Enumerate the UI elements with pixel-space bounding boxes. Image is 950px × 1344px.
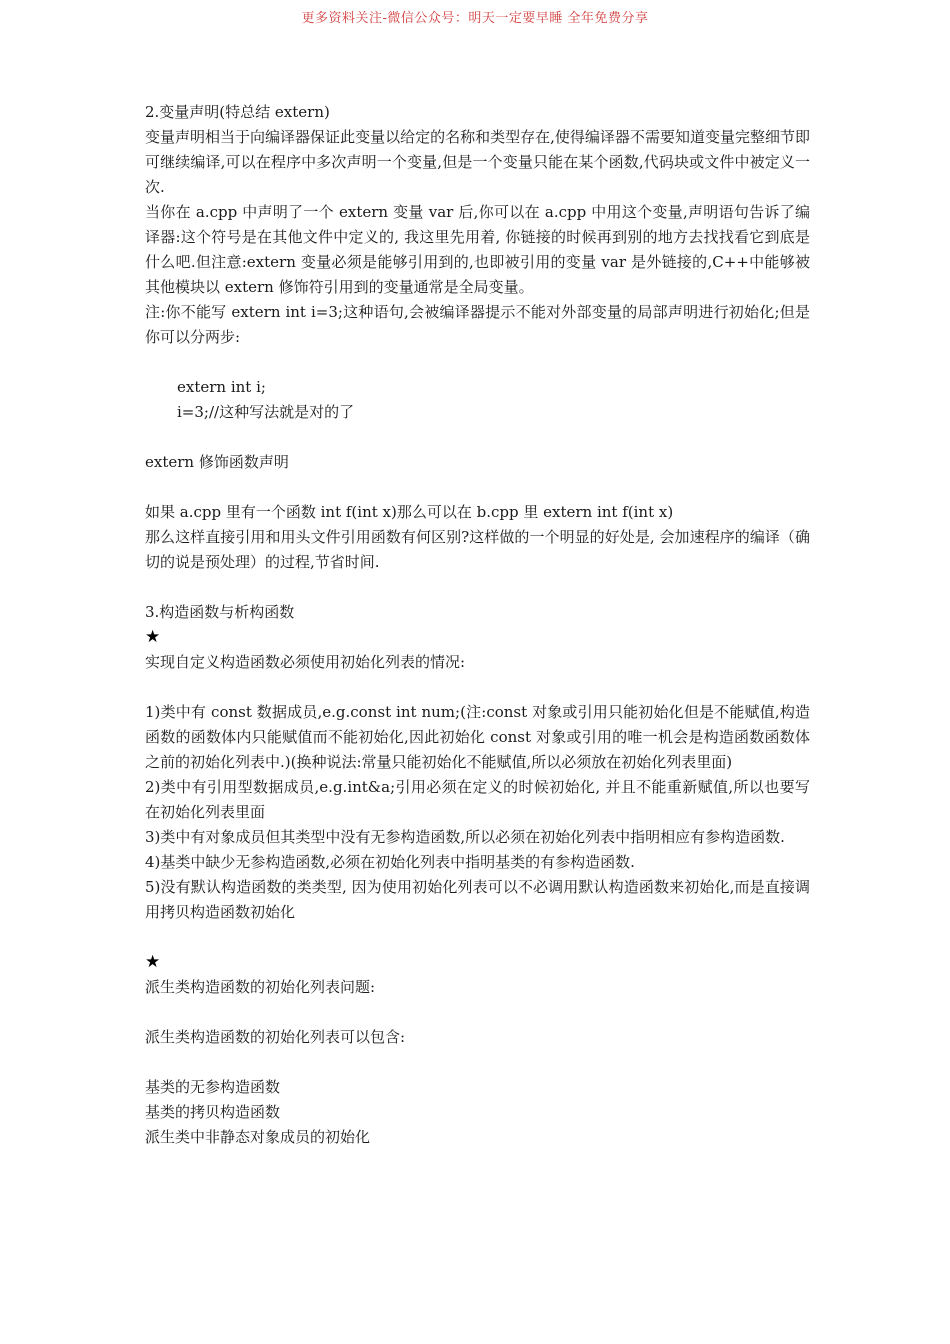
code-line-2: i=3;//这种写法就是对的了 — [177, 403, 355, 421]
section-2-heading: 2.变量声明(特总结 extern) — [145, 103, 330, 121]
section-3-heading: 3.构造函数与析构函数 — [145, 603, 295, 621]
derived-list-item-2: 基类的拷贝构造函数 — [145, 1103, 281, 1121]
spacer — [145, 475, 810, 500]
spacer — [145, 675, 810, 700]
init-list-intro: 实现自定义构造函数必须使用初始化列表的情况: — [145, 653, 466, 671]
spacer — [145, 1000, 810, 1025]
paragraph-extern-function-example: 如果 a.cpp 里有一个函数 int f(int x)那么可以在 b.cpp 里 extern int f(int x) — [145, 503, 674, 521]
derived-init-intro: 派生类构造函数的初始化列表可以包含: — [145, 1028, 406, 1046]
paragraph-declaration-intro: 变量声明相当于向编译器保证此变量以给定的名称和类型存在,使得编译器不需要知道变量完整细节即可继续编译,可以在程序中多次声明一个变量,但是一个变量只能在某个函数,代码块或文件中被定义一次. — [145, 128, 810, 196]
derived-list-item-1: 基类的无参构造函数 — [145, 1078, 281, 1096]
code-line-1: extern int i; — [177, 378, 266, 396]
extern-function-title: extern 修饰函数声明 — [145, 453, 289, 471]
paragraph-extern-usage: 当你在 a.cpp 中声明了一个 extern 变量 var 后,你可以在 a.cpp 中用这个变量,声明语句告诉了编译器:这个符号是在其他文件中定义的, 我这里先用着, 你链接的时候再到别的地方去找找看它到底是什么吧.但注意:extern 变量必须是能够引用到的,也即被引用的变量 var 是外链接的,C++中能够被其他模块以 extern 修饰符引用到的变量通常是全局变量。 — [145, 203, 810, 296]
star-icon: ★ — [145, 952, 161, 972]
spacer — [145, 350, 810, 375]
header-banner: 更多资料关注-微信公众号：明天一定要早睡 全年免费分享 — [301, 11, 649, 26]
init-list-item-4: 4)基类中缺少无参构造函数,必须在初始化列表中指明基类的有参构造函数. — [145, 853, 635, 871]
spacer — [145, 425, 810, 450]
derived-init-title: 派生类构造函数的初始化列表问题: — [145, 978, 376, 996]
paragraph-extern-function-benefit: 那么这样直接引用和用头文件引用函数有何区别?这样做的一个明显的好处是, 会加速程序的编译（确切的说是预处理）的过程,节省时间. — [145, 528, 810, 571]
spacer — [145, 1050, 810, 1075]
derived-list-item-3: 派生类中非静态对象成员的初始化 — [145, 1128, 371, 1146]
star-icon: ★ — [145, 627, 161, 647]
init-list-item-2: 2)类中有引用型数据成员,e.g.int&a;引用必须在定义的时候初始化, 并且不能重新赋值,所以也要写在初始化列表里面 — [145, 778, 810, 821]
init-list-item-5: 5)没有默认构造函数的类类型, 因为使用初始化列表可以不必调用默认构造函数来初始化,而是直接调用拷贝构造函数初始化 — [145, 878, 810, 921]
paragraph-extern-note: 注:你不能写 extern int i=3;这种语句,会被编译器提示不能对外部变量的局部声明进行初始化;但是你可以分两步: — [145, 303, 810, 346]
spacer — [145, 575, 810, 600]
document-body — [145, 100, 810, 1150]
init-list-item-3: 3)类中有对象成员但其类型中没有无参构造函数,所以必须在初始化列表中指明相应有参构造函数. — [145, 828, 785, 846]
spacer — [145, 925, 810, 950]
init-list-item-1: 1)类中有 const 数据成员,e.g.const int num;(注:const 对象或引用只能初始化但是不能赋值,构造函数的函数体内只能赋值而不能初始化,因此初始化 const 对象或引用的唯一机会是构造函数函数体之前的初始化列表中.)(换种说法:常量只能初始化不能赋值,所以必须放在初始化列表里面) — [145, 703, 810, 771]
